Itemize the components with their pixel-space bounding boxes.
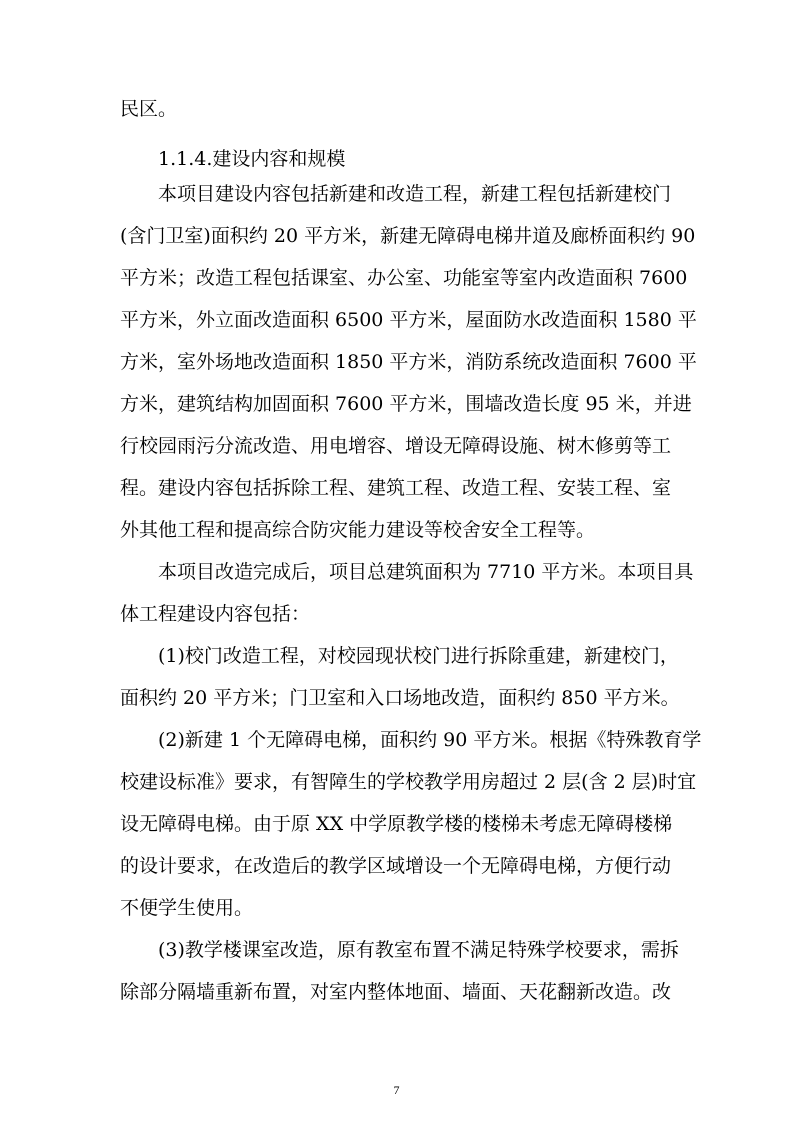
paragraph-line: 外其他工程和提高综合防灾能力建设等校舍安全工程等。 xyxy=(120,519,596,541)
paragraph-line: 行校园雨污分流改造、用电增容、增设无障碍设施、树木修剪等工 xyxy=(120,435,672,457)
list-item-line: (3)教学楼课室改造，原有教室布置不满足特殊学校要求，需拆 xyxy=(158,939,679,961)
list-item-line: 设无障碍电梯。由于原 XX 中学原教学楼的楼梯未考虑无障碍楼梯 xyxy=(120,813,673,835)
paragraph-line: 本项目建设内容包括新建和改造工程，新建工程包括新建校门 xyxy=(158,183,672,205)
paragraph-line: 方米，建筑结构加固面积 7600 平方米，围墙改造长度 95 米，并进 xyxy=(120,393,692,415)
list-item-line: 不便学生使用。 xyxy=(120,897,254,919)
paragraph-line: 平方米；改造工程包括课室、办公室、功能室等室内改造面积 7600 xyxy=(120,267,688,289)
paragraph-line: 程。建设内容包括拆除工程、建筑工程、改造工程、安装工程、室 xyxy=(120,477,672,499)
list-item-line: 除部分隔墙重新布置，对室内整体地面、墙面、天花翻新改造。改 xyxy=(120,981,672,1003)
list-item-line: 的设计要求，在改造后的教学区域增设一个无障碍电梯，方便行动 xyxy=(120,855,672,877)
paragraph-line: 方米，室外场地改造面积 1850 平方米，消防系统改造面积 7600 平 xyxy=(120,351,697,373)
paragraph-line: 体工程建设内容包括： xyxy=(120,603,311,625)
page-number: 7 xyxy=(393,1083,400,1097)
list-item-line: 面积约 20 平方米；门卫室和入口场地改造，面积约 850 平方米。 xyxy=(120,687,680,709)
text-line: 民区。 xyxy=(120,98,178,120)
list-item-line: (2)新建 1 个无障碍电梯，面积约 90 平方米。根据《特殊教育学 xyxy=(158,729,702,751)
list-item-line: (1)校门改造工程，对校园现状校门进行拆除重建，新建校门， xyxy=(158,645,679,667)
section-heading: 1.1.4.建设内容和规模 xyxy=(158,148,346,170)
paragraph-line: 本项目改造完成后，项目总建筑面积为 7710 平方米。本项目具 xyxy=(158,561,694,583)
paragraph-line: (含门卫室)面积约 20 平方米，新建无障碍电梯井道及廊桥面积约 90 xyxy=(120,225,696,247)
list-item-line: 校建设标准》要求，有智障生的学校教学用房超过 2 层(含 2 层)时宜 xyxy=(120,771,697,793)
paragraph-line: 平方米，外立面改造面积 6500 平方米，屋面防水改造面积 1580 平 xyxy=(120,309,697,331)
